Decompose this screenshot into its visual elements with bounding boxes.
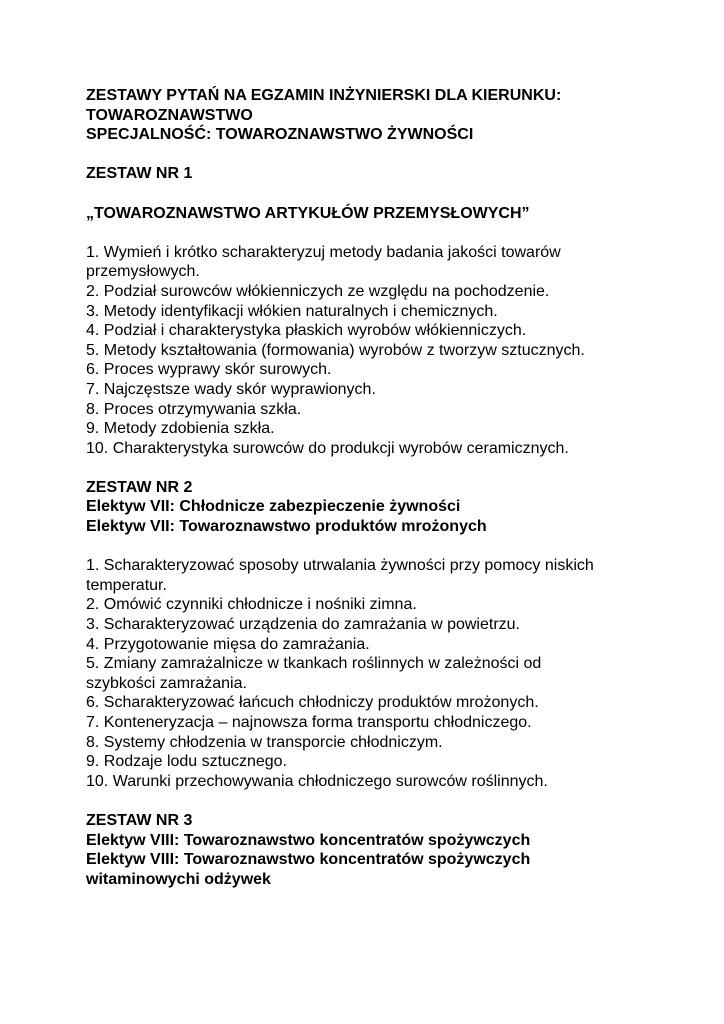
spacer [86, 184, 686, 204]
list-item: 6. Proces wyprawy skór surowych. [86, 361, 332, 379]
list-item: 2. Podział surowców włókienniczych ze względu na pochodzenie. [86, 282, 550, 300]
list-item: 1. Wymień i krótko scharakteryzuj metody badania jakości towarów [86, 243, 561, 261]
list-item: 5. Metody kształtowania (formowania) wyrobów z tworzyw sztucznych. [86, 341, 585, 359]
spacer [86, 145, 686, 165]
document-title-line-2: TOWAROZNAWSTWO [86, 106, 253, 124]
document-title-line-1: ZESTAWY PYTAŃ NA EGZAMIN INŻYNIERSKI DLA KIERUNKU: [86, 87, 562, 104]
list-item: 9. Rodzaje lodu sztucznego. [86, 753, 288, 771]
set-3-heading: ZESTAW NR 3 [86, 811, 193, 829]
list-item: 10. Warunki przechowywania chłodniczego surowców roślinnych. [86, 772, 548, 790]
spacer [86, 537, 686, 557]
list-item: 4. Przygotowanie mięsa do zamrażania. [86, 635, 370, 653]
document-body [86, 86, 686, 889]
list-item: 7. Konteneryzacja – najnowsza forma transportu chłodniczego. [86, 714, 532, 731]
spacer [86, 791, 686, 811]
list-item: 8. Systemy chłodzenia w transporcie chłodniczym. [86, 733, 443, 751]
list-item: 9. Metody zdobienia szkła. [86, 420, 275, 438]
set-2-elective-1: Elektyw VII: Chłodnicze zabezpieczenie żywności [86, 498, 461, 516]
list-item: 3. Metody identyfikacji włókien naturalnych i chemicznych. [86, 302, 498, 320]
list-item: 10. Charakterystyka surowców do produkcji wyrobów ceramicznych. [86, 439, 569, 457]
spacer [86, 223, 686, 243]
set-3-elective-2-line-1: Elektyw VIII: Towaroznawstwo koncentratów spożywczych [86, 851, 531, 869]
list-item: 5. Zmiany zamrażalnicze w tkankach roślinnych w zależności od [86, 655, 542, 673]
set-2-question-list [86, 556, 686, 791]
set-1-heading: ZESTAW NR 1 [86, 165, 193, 183]
set-3-elective-1: Elektyw VIII: Towaroznawstwo koncentratów spożywczych [86, 831, 531, 849]
set-2-heading: ZESTAW NR 2 [86, 478, 193, 496]
list-item: 8. Proces otrzymywania szkła. [86, 400, 302, 418]
set-1-question-list [86, 243, 686, 459]
list-item: 4. Podział i charakterystyka płaskich wyrobów włókienniczych. [86, 322, 527, 340]
list-item: temperatur. [86, 576, 167, 594]
list-item: 6. Scharakteryzować łańcuch chłodniczy produktów mrożonych. [86, 694, 539, 712]
list-item: przemysłowych. [86, 263, 200, 281]
spacer [86, 458, 686, 478]
set-2-elective-2: Elektyw VII: Towaroznawstwo produktów mrożonych [86, 518, 487, 536]
list-item: 2. Omówić czynniki chłodnicze i nośniki zimna. [86, 596, 417, 614]
list-item: 1. Scharakteryzować sposoby utrwalania żywności przy pomocy niskich [86, 557, 594, 575]
set-1-subject: „TOWAROZNAWSTWO ARTYKUŁÓW PRZEMYSŁOWYCH” [86, 204, 530, 222]
specialization-heading: SPECJALNOŚĆ: TOWAROZNAWSTWO ŻYWNOŚCI [86, 126, 474, 144]
list-item: 3. Scharakteryzować urządzenia do zamrażania w powietrzu. [86, 616, 520, 634]
set-3-elective-2-line-2: witaminowychi odżywek [86, 870, 271, 888]
list-item: szybkości zamrażania. [86, 674, 247, 692]
list-item: 7. Najczęstsze wady skór wyprawionych. [86, 380, 376, 398]
